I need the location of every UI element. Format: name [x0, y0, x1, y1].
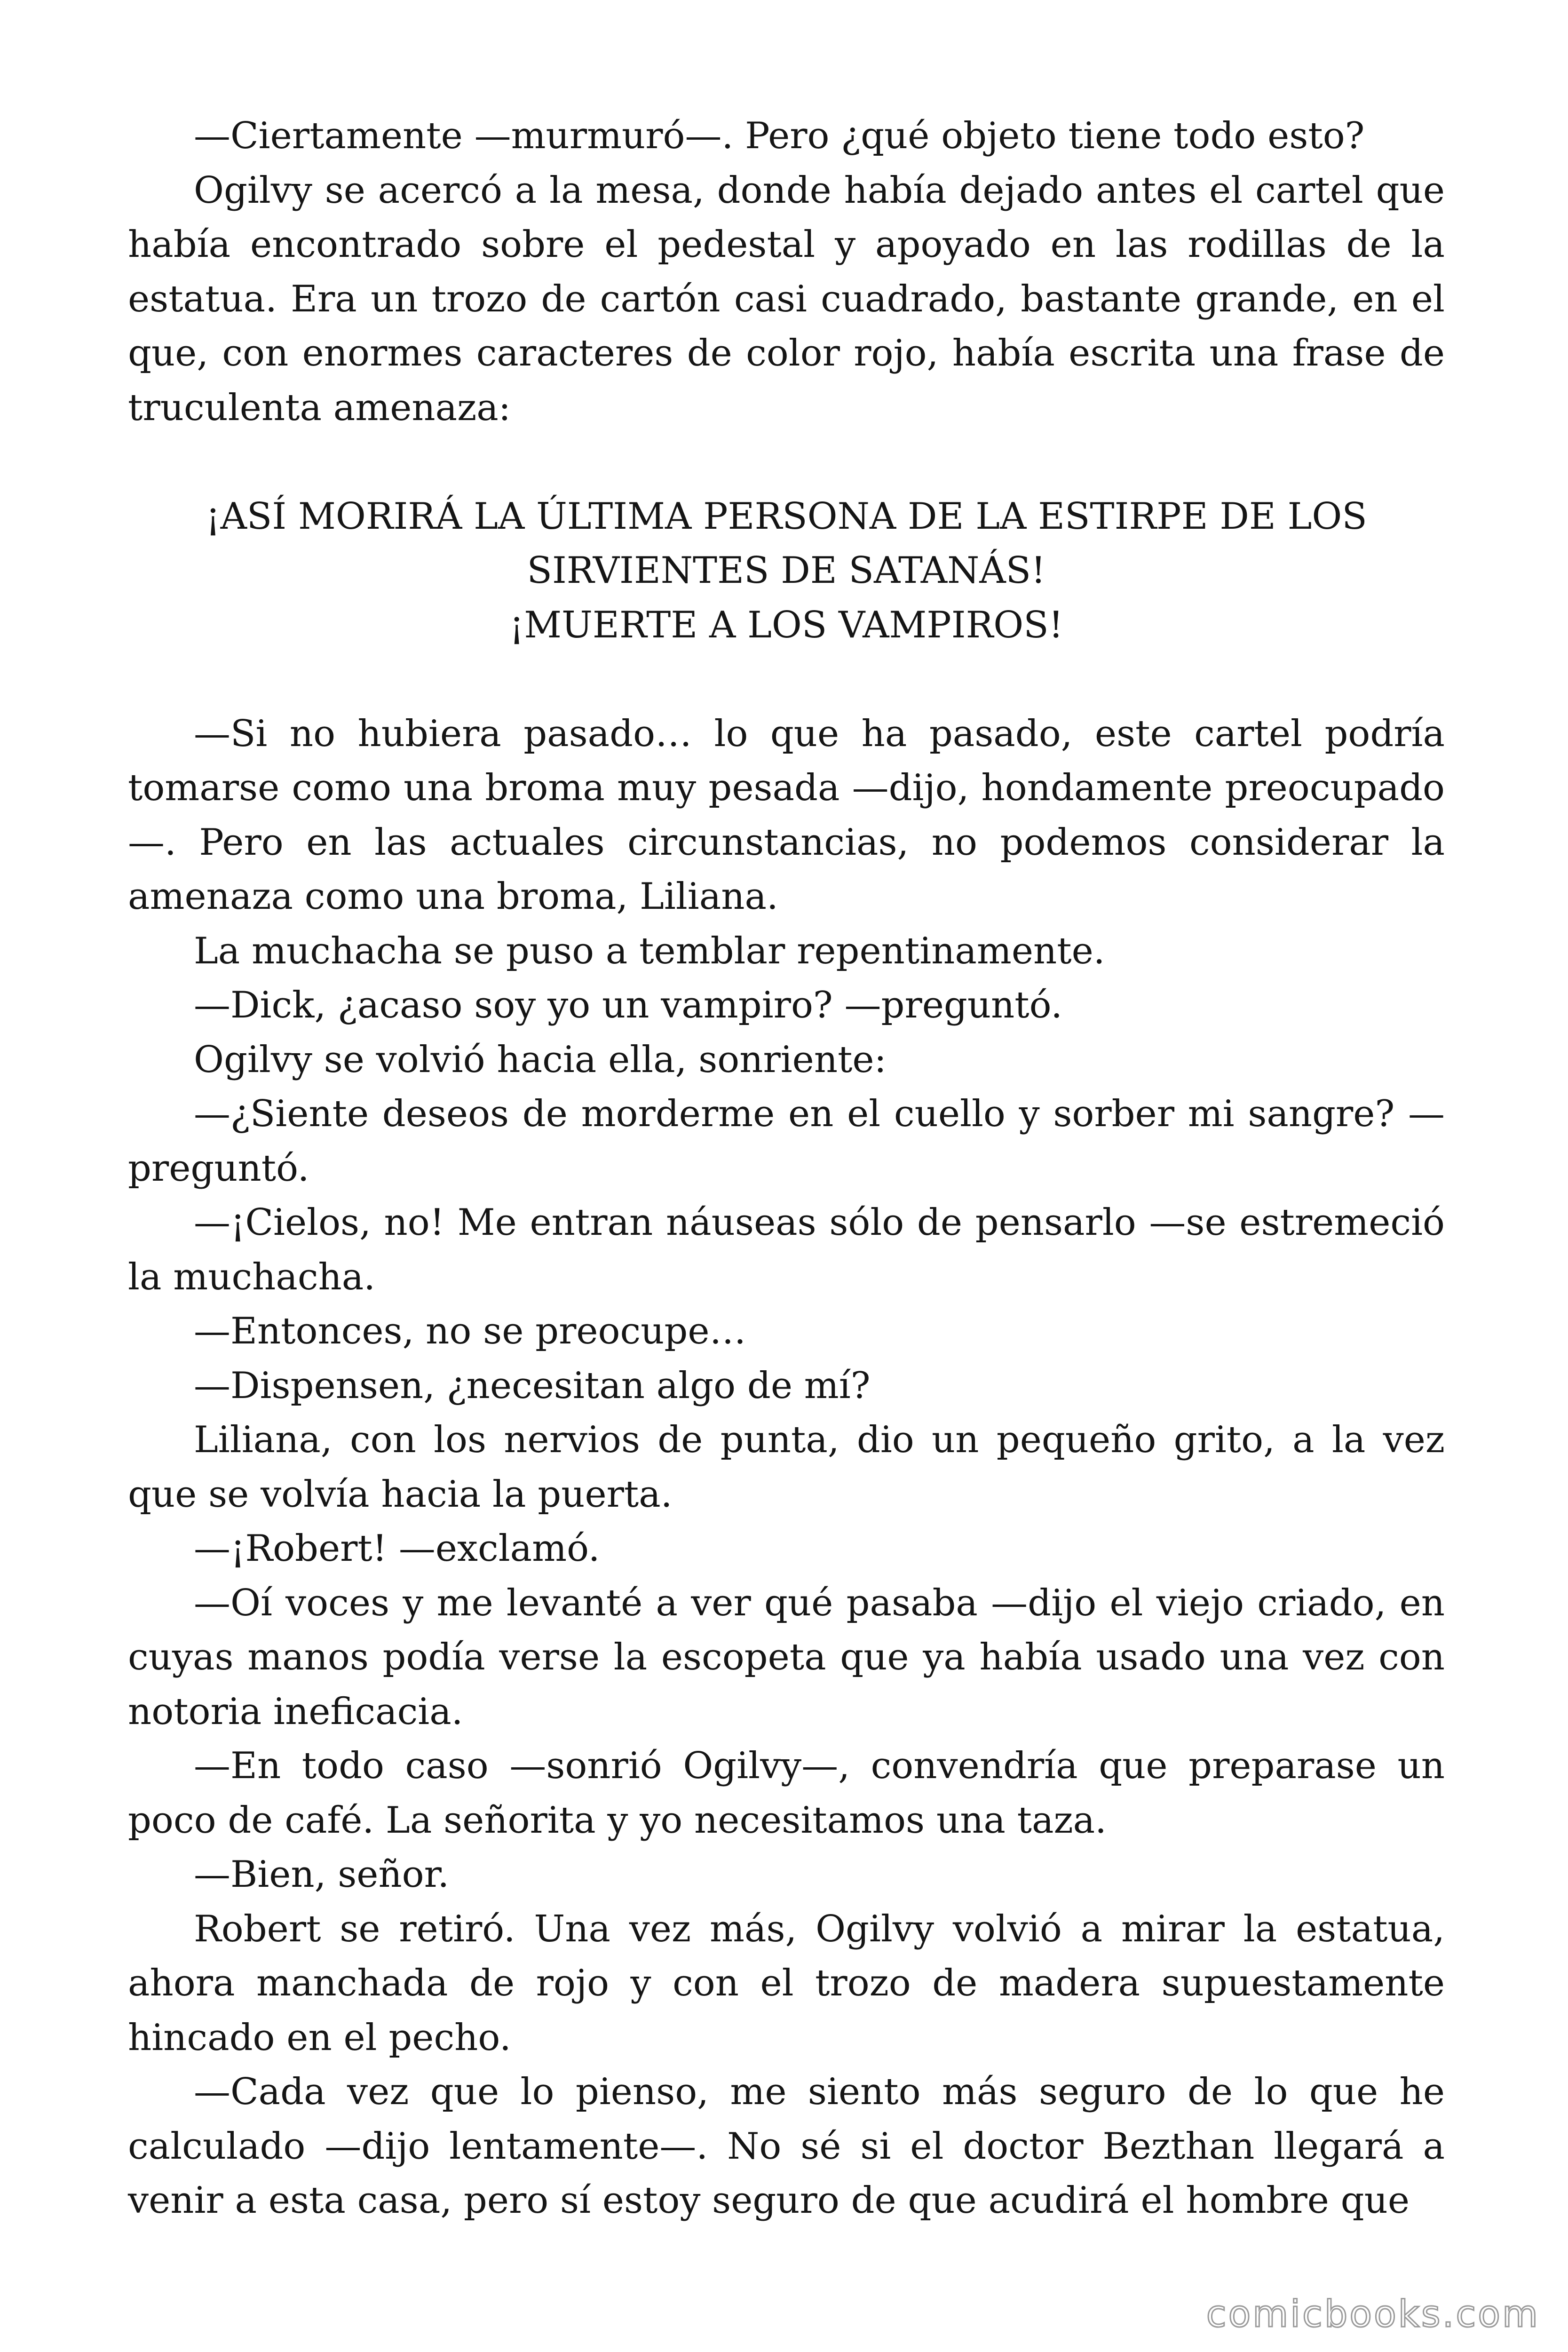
body-text — [128, 109, 1445, 2228]
paragraph: —Entonces, no se preocupe… — [194, 1310, 746, 1352]
paragraph: —Dispensen, ¿necesitan algo de mí? — [194, 1364, 871, 1407]
paragraph: —Oí voces y me levanté a ver qué pasaba —dijo el viejo criado, en cuyas manos podía verse la escopeta que ya había usado una vez con notoria ineficacia. — [128, 1581, 1445, 1733]
paragraph: Ogilvy se volvió hacia ella, sonriente: — [194, 1038, 887, 1081]
paragraph: —¡Robert! —exclamó. — [194, 1527, 600, 1570]
paragraph: Robert se retiró. Una vez más, Ogilvy volvió a mirar la estatua, ahora manchada de rojo y con el trozo de madera supuestamente hincado en el pecho. — [128, 1907, 1445, 2059]
watermark: comicbooks.com — [1206, 2293, 1540, 2336]
paragraph: Liliana, con los nervios de punta, dio un pequeño grito, a la vez que se volvía hacia la puerta. — [128, 1419, 1445, 1516]
sign-line: ¡MUERTE A LOS VAMPIROS! — [509, 604, 1064, 646]
paragraph: —Si no hubiera pasado… lo que ha pasado, este cartel podría tomarse como una broma muy pesada —dijo, hondamente preocupado—. Pero en las actuales circunstancias, no podemos considerar la amenaza como una broma, Liliana. — [128, 712, 1445, 918]
paragraph: —¡Cielos, no! Me entran náuseas sólo de pensarlo —se estremeció la muchacha. — [128, 1201, 1445, 1298]
paragraph: —¿Siente deseos de morderme en el cuello y sorber mi sangre? —preguntó. — [128, 1093, 1445, 1190]
paragraph: —Dick, ¿acaso soy yo un vampiro? —preguntó. — [194, 984, 1063, 1026]
threat-sign-text — [128, 490, 1445, 653]
sign-line: SIRVIENTES DE SATANÁS! — [527, 549, 1046, 592]
paragraph: La muchacha se puso a temblar repentinamente. — [194, 930, 1105, 972]
paragraph: —Cada vez que lo pienso, me siento más seguro de lo que he calculado —dijo lentamente—. No sé si el doctor Bezthan llegará a venir a esta casa, pero sí estoy seguro de que acudirá el hombre que — [128, 2071, 1445, 2222]
paragraph: Ogilvy se acercó a la mesa, donde había dejado antes el cartel que había encontrado sobre el pedestal y apoyado en las rodillas de la estatua. Era un trozo de cartón casi cuadrado, bastante grande, en el que, con enormes caracteres de color rojo, había escrita una frase de truculenta amenaza: — [128, 169, 1445, 429]
paragraph: —En todo caso —sonrió Ogilvy—, convendría que preparase un poco de café. La señorita y yo necesitamos una taza. — [128, 1745, 1445, 1842]
sign-line: ¡ASÍ MORIRÁ LA ÚLTIMA PERSONA DE LA ESTIRPE DE LOS — [206, 495, 1367, 538]
paragraph: —Bien, señor. — [194, 1853, 450, 1896]
paragraph: —Ciertamente —murmuró—. Pero ¿qué objeto tiene todo esto? — [194, 115, 1365, 157]
